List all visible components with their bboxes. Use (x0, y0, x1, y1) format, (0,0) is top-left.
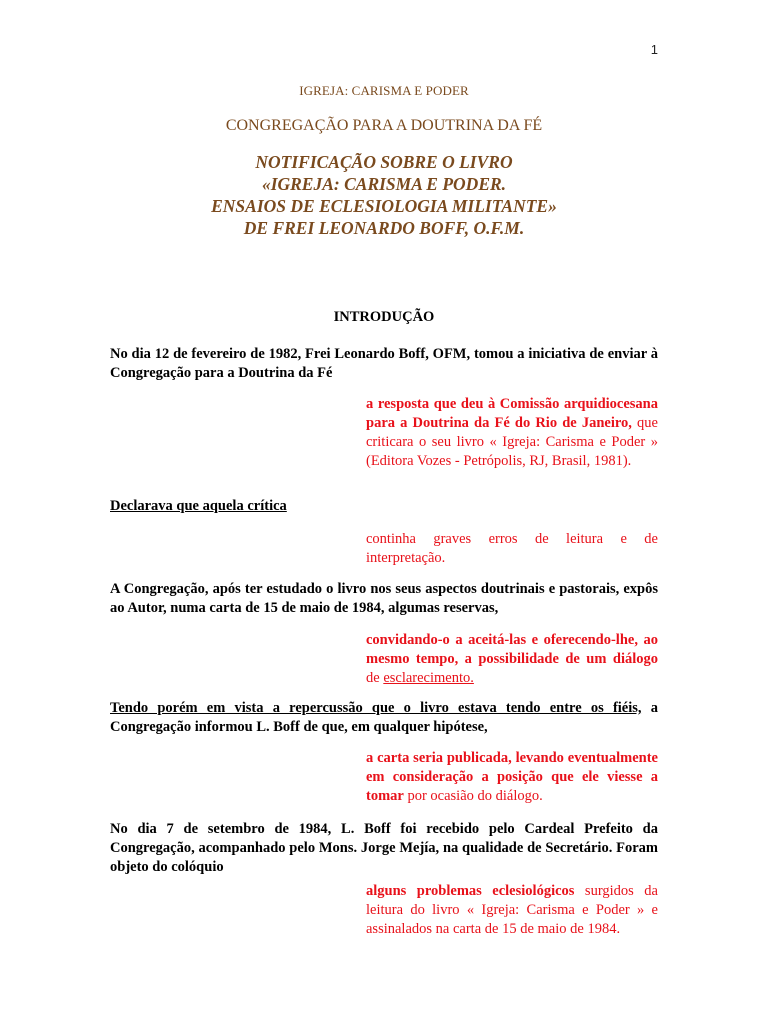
quote-1-emphasis: a resposta que deu à Comissão arquidiocesana para a Doutrina da Fé do Rio de Janeiro, (366, 396, 658, 431)
title-line-4: DE FREI LEONARDO BOFF, O.F.M. (243, 218, 525, 238)
quote-5-emphasis: alguns problemas eclesiológicos (366, 883, 575, 899)
quote-4-emphasis: a carta seria publicada, levando eventualmente em consideração a posição que ele viesse a tomar (366, 750, 658, 804)
quote-3-connector: de (366, 670, 384, 686)
page-number: 1 (650, 42, 658, 57)
paragraph-3: A Congregação, após ter estudado o livro nos seus aspectos doutrinais e pastorais, expôs ao Autor, numa carta de 15 de maio de 1984, algumas reservas, (110, 581, 658, 616)
quote-2: continha graves erros de leitura e de interpretação. (366, 531, 658, 566)
paragraph-4-text: a Congregação informou L. Boff de que, em qualquer hipótese, (110, 700, 658, 735)
paragraph-1: No dia 12 de fevereiro de 1982, Frei Leonardo Boff, OFM, tomou a iniciativa de enviar à Congregação para a Doutrina da Fé (110, 346, 658, 381)
quote-4-text: por ocasião do diálogo. (403, 788, 543, 804)
section-title: INTRODUÇÃO (333, 309, 435, 325)
quote-3 (366, 631, 658, 688)
paragraph-2: Declarava que aquela crítica (110, 498, 287, 514)
quote-1 (366, 395, 658, 471)
paragraph-4 (110, 699, 658, 737)
title-line-1: NOTIFICAÇÃO SOBRE O LIVRO (255, 152, 513, 172)
quote-4 (366, 749, 658, 806)
running-header: IGREJA: CARISMA E PODER (299, 83, 469, 98)
quote-5 (366, 882, 658, 939)
title-line-3: ENSAIOS DE ECLESIOLOGIA MILITANTE» (211, 196, 557, 216)
congregation-heading: CONGREGAÇÃO PARA A DOUTRINA DA FÉ (225, 117, 543, 134)
title-line-2: «IGREJA: CARISMA E PODER. (261, 174, 507, 194)
paragraph-5: No dia 7 de setembro de 1984, L. Boff foi recebido pelo Cardeal Prefeito da Congregação, acompanhado pelo Mons. Jorge Mejía, na qualidade de Secretário. Foram objeto do colóquio (110, 821, 658, 875)
paragraph-4-underlined: Tendo porém em vista a repercussão que o livro estava tendo entre os fiéis, (110, 700, 642, 716)
quote-3-link: esclarecimento. (383, 670, 474, 686)
quote-5-text: surgidos da leitura do livro « Igreja: Carisma e Poder » e assinalados na carta de 15 de maio de 1984. (366, 883, 658, 937)
quote-1-text: que criticara o seu livro « Igreja: Carisma e Poder » (Editora Vozes - Petrópolis, RJ, Brasil, 1981). (366, 415, 658, 469)
quote-3-emphasis: convidando-o a aceitá-las e oferecendo-lhe, ao mesmo tempo, a possibilidade de um diálogo (366, 632, 658, 667)
document-title (0, 151, 768, 239)
